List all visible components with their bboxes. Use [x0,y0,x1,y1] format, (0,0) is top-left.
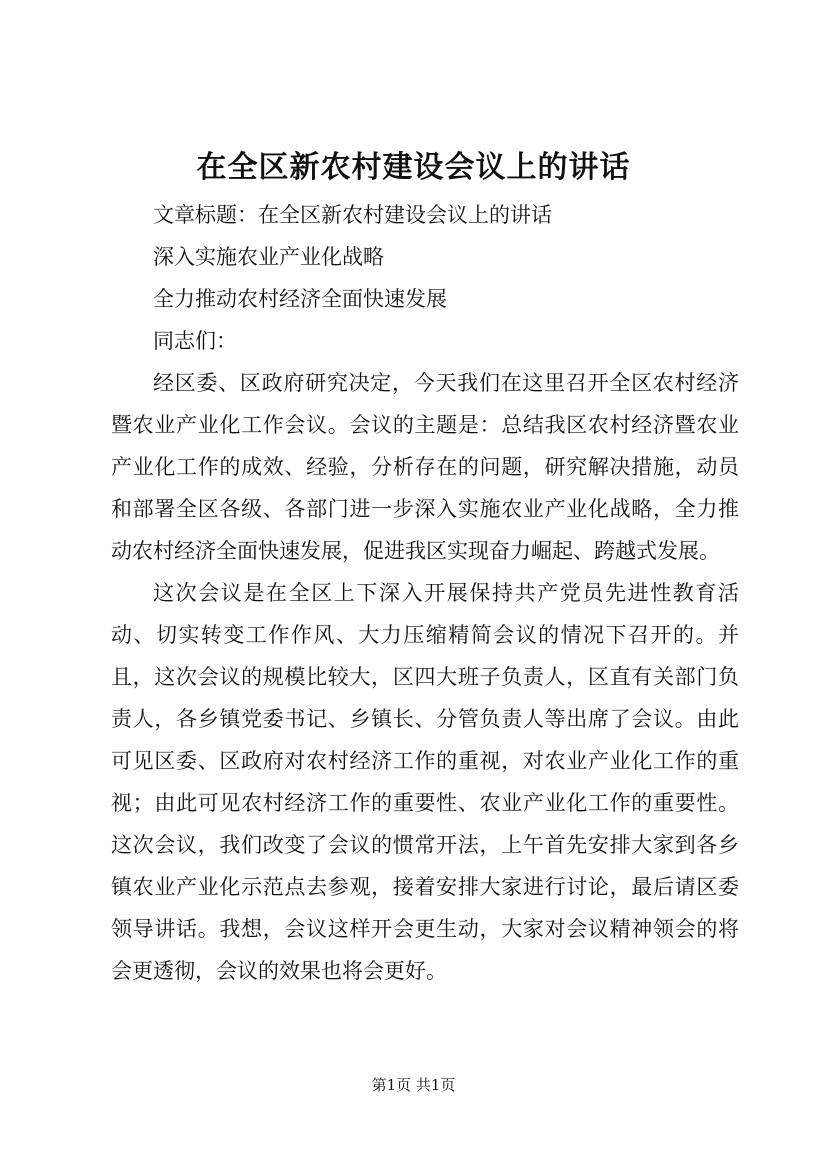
document-title: 在全区新农村建设会议上的讲话 [196,150,631,185]
document-body [111,194,739,992]
article-title-line: 文章标题：在全区新农村建设会议上的讲话 [153,203,552,227]
body-paragraph-1: 经区委、区政府研究决定，今天我们在这里召开全区农村经济暨农业产业化工作会议。会议的主题是：总结我区农村经济暨农业产业化工作的成效、经验，分析存在的问题，研究解决措施，动员和部署全区各级、各部门进一步深入实施农业产业化战略，全力推动农村经济全面快速发展，促进我区实现奋力崛起、跨越式发展。 [111,371,739,563]
page-footer: 第1页 共1页 [371,1076,456,1094]
subtitle-line-1: 深入实施农业产业化战略 [153,245,384,269]
body-paragraph-2: 这次会议是在全区上下深入开展保持共产党员先进性教育活动、切实转变工作作风、大力压缩精简会议的情况下召开的。并且，这次会议的规模比较大，区四大班子负责人，区直有关部门负责人，各乡镇党委书记、乡镇长、分管负责人等出席了会议。由此可见区委、区政府对农村经济工作的重视，对农业产业化工作的重视；由此可见农村经济工作的重要性、农业产业化工作的重要性。这次会议，我们改变了会议的惯常开法，上午首先安排大家到各乡镇农业产业化示范点去参观，接着安排大家进行讨论，最后请区委领导讲话。我想，会议这样开会更生动，大家对会议精神领会的将会更透彻，会议的效果也将会更好。 [111,581,739,983]
subtitle-line-2: 全力推动农村经济全面快速发展 [153,287,447,311]
salutation: 同志们： [153,329,237,353]
